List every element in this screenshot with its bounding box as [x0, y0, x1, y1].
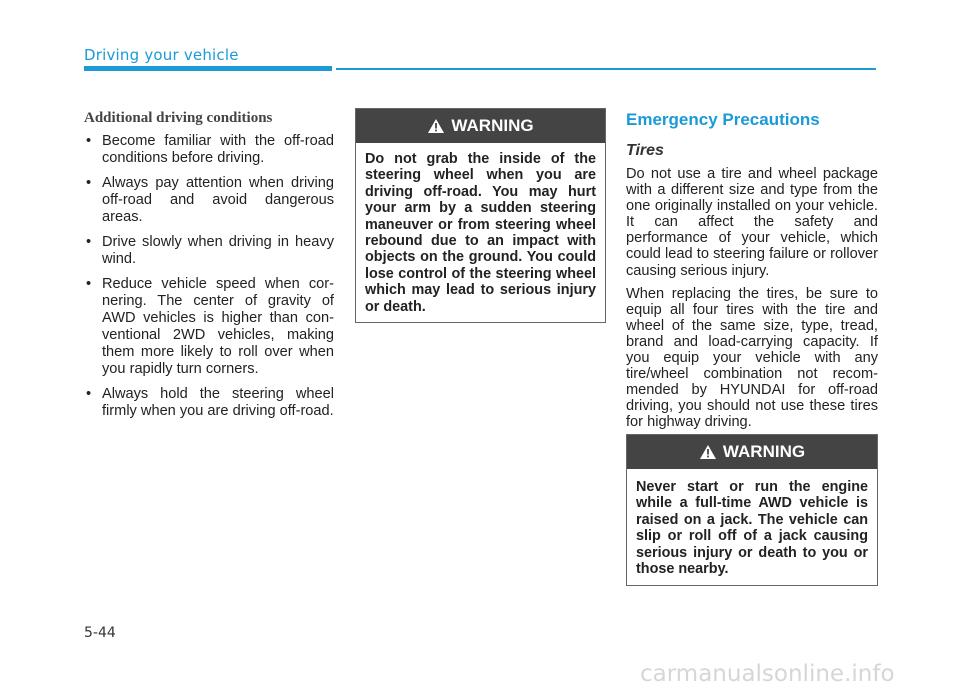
warning-text: Do not grab the inside of the steering wheel when you are driving off-road. You may hurt your arm by a sudden steering maneuver or from steering wheel rebound due to an impact with objects on the ground. You could lose control of the steering wheel which may lead to serious injury or death.	[365, 151, 596, 315]
warning-header	[627, 435, 877, 469]
additional-conditions-heading: Additional driving conditions	[84, 110, 273, 126]
bullet-icon: •	[86, 386, 92, 402]
list-item-text: Reduce vehicle speed when cor-nering. The center of gravity of AWD vehicles is higher than con-ventional 2WD vehicles, making them more likely to roll over when you rapidly turn corners.	[102, 276, 334, 377]
warning-header	[356, 109, 605, 143]
left-column	[84, 110, 334, 428]
list-item-text: Drive slowly when driving in heavy wind.	[102, 234, 334, 267]
tires-heading: Tires	[626, 142, 664, 159]
list-item-text: Always hold the steering wheel firmly when you are driving off-road.	[102, 386, 334, 419]
bullet-icon: •	[86, 234, 92, 250]
warning-triangle-icon	[699, 444, 717, 460]
list-item	[84, 276, 334, 378]
list-item	[84, 133, 334, 167]
tires-paragraph-2: When replacing the tires, be sure to equip all four tires with the tire and wheel of the same size, type, tread, brand and load-carrying capacity. If you equip your vehicle with any tire/wheel combination not recom-mended by HYUNDAI for off-road driving, you should not use these tires for highway driving.	[626, 285, 878, 431]
bullet-icon: •	[86, 133, 92, 149]
bullet-icon: •	[86, 276, 92, 292]
bullet-icon: •	[86, 175, 92, 191]
list-item	[84, 386, 334, 420]
section-title: Driving your vehicle	[84, 46, 239, 64]
emergency-precautions-heading: Emergency Precautions	[626, 110, 820, 129]
jack-warning-box	[626, 434, 878, 586]
list-item-text: Become familiar with the off-road conditions before driving.	[102, 133, 334, 166]
header-rule-thin	[336, 68, 876, 70]
warning-text: Never start or run the engine while a full-time AWD vehicle is raised on a jack. The vehicle can slip or roll off of a jack causing serious injury or death to you or those nearby.	[636, 479, 868, 578]
steering-warning-box	[355, 108, 606, 323]
warning-title: WARNING	[451, 116, 534, 135]
page-number: 5-44	[84, 625, 116, 641]
list-item	[84, 234, 334, 268]
tires-paragraph-1: Do not use a tire and wheel package with a different size and type from the one originally installed on your vehicle. It can affect the safety and performance of your vehicle, which could lead to steering failure or rollover causing serious injury.	[626, 166, 878, 279]
watermark: carmanualsonline.info	[640, 661, 895, 687]
conditions-list	[84, 133, 334, 420]
warning-title: WARNING	[722, 442, 806, 461]
right-column	[626, 110, 878, 438]
warning-triangle-icon	[427, 118, 445, 134]
header-rule-thick	[84, 66, 332, 71]
list-item-text: Always pay attention when driving off-road and avoid dangerous areas.	[102, 175, 334, 225]
list-item	[84, 175, 334, 226]
